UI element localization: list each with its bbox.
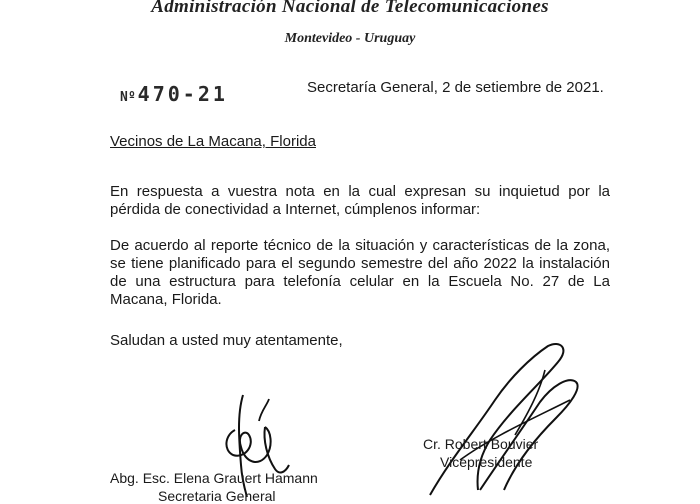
- document-number-value: 470-21: [137, 82, 228, 106]
- signatory-title-secretary: Secretaria General: [158, 488, 276, 504]
- closing-line: Saludan a usted muy atentamente,: [110, 332, 343, 349]
- handwritten-signature-vicepresident: [420, 340, 590, 500]
- document-number: [120, 82, 228, 106]
- body-paragraph-1: En respuesta a vuestra nota en la cual expresan su inquietud por la pérdida de conectividad a Internet, cúmplenos informar:: [110, 183, 610, 218]
- institution-name: Administración Nacional de Telecomunicaciones: [151, 0, 549, 17]
- place-date-line: Secretaría General, 2 de setiembre de 2021.: [307, 79, 604, 96]
- signatory-name-secretary: Abg. Esc. Elena Grauert Hamann: [110, 470, 318, 486]
- signatory-name-vicepresident: Cr. Robert Bouvier: [423, 436, 539, 452]
- document-number-prefix: Nº: [120, 90, 136, 105]
- signatory-title-vicepresident: Vicepresidente: [440, 454, 533, 470]
- recipient-line: Vecinos de La Macana, Florida: [110, 133, 316, 150]
- institution-city: Montevideo - Uruguay: [284, 31, 416, 46]
- body-paragraph-2: De acuerdo al reporte técnico de la situación y características de la zona, se tiene planificado para el segundo semestre del año 2022 la instalación de una estructura para telefonía celular en la Escuela No. 27 de La Macana, Florida.: [110, 237, 610, 308]
